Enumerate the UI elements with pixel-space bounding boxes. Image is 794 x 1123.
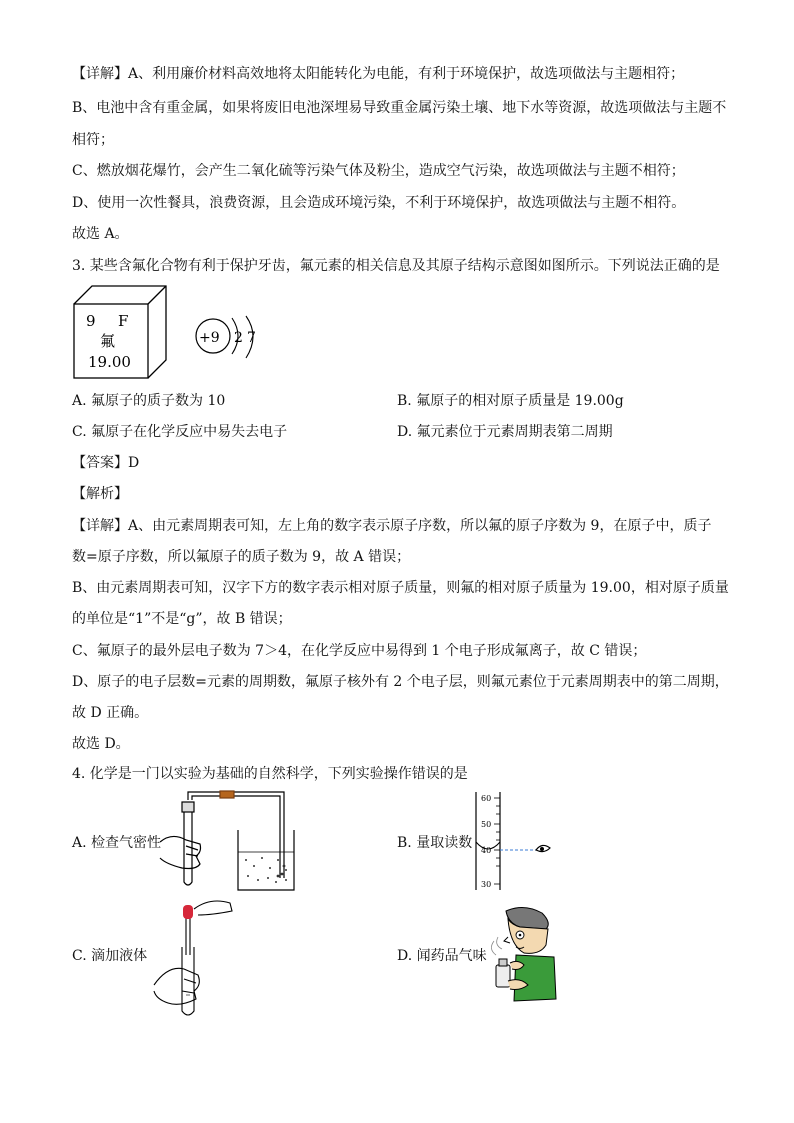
cylinder-tick-50: 50 [481,820,492,829]
q2-conclusion: 故选 A。 [72,226,129,242]
smelling-chemical-illustration [480,905,564,1005]
element-atomic-number: 9 [86,312,96,330]
q2-explanation-line-2: B、电池中含有重金属，如果将废旧电池深埋易导致重金属污染土壤、地下水等资源，故选项做法与主题不 [72,100,727,116]
q2-explanation-line-4: C、燃放烟花爆竹，会产生二氧化硫等污染气体及粉尘，造成空气污染，故选项做法与主题不相符； [72,163,685,179]
q3-answer: 【答案】D [72,455,140,471]
cylinder-tick-30: 30 [481,880,492,889]
q4-option-c[interactable]: C. 滴加液体 [72,948,148,964]
q3-stem: 3. 某些含氟化合物有利于保护牙齿，氟元素的相关信息及其原子结构示意图如图所示。下列说法正确的是 [72,258,720,274]
airtightness-check-illustration [158,790,304,894]
q3-option-c[interactable]: C. 氟原子在化学反应中易失去电子 [72,424,288,440]
q2-explanation-line-1: 【详解】A、利用廉价材料高效地将太阳能转化为电能，有利于环境保护，故选项做法与主题相符； [72,66,685,82]
fluorine-atom-diagram [194,314,268,364]
cylinder-tick-40: 40 [481,846,492,855]
cylinder-tick-60: 60 [481,794,492,803]
q3-explanation-line-2: 数=原子序数，所以氟原子的质子数为 9，故 A 错误； [72,549,411,565]
liquid-dropping-illustration [150,895,240,1019]
nucleus-charge: +9 [199,330,220,346]
q3-explanation-line-5: C、氟原子的最外层电子数为 7＞4，在化学反应中易得到 1 个电子形成氟离子，故 C 错误； [72,643,647,659]
q4-option-b[interactable]: B. 量取读数 [397,835,473,851]
element-tile-figure [72,284,168,380]
q3-explanation-line-7: 故 D 正确。 [72,705,149,721]
graduated-cylinder-illustration [470,790,554,894]
q3-explanation-line-1: 【详解】A、由元素周期表可知，左上角的数字表示原子序数，所以氟的原子序数为 9，在原子中，质子 [72,518,712,534]
q3-explanation-line-4: 的单位是“1”不是“g”，故 B 错误； [72,611,292,627]
q3-option-d[interactable]: D. 氟元素位于元素周期表第二周期 [397,424,613,440]
q2-explanation-line-3: 相符； [72,132,114,148]
shell-1-electrons: 2 [234,330,243,346]
q3-option-a[interactable]: A. 氟原子的质子数为 10 [72,393,226,409]
q3-explanation-line-6: D、原子的电子层数=元素的周期数，氟原子核外有 2 个电子层，则氟元素位于元素周期表中的第二周期， [72,674,729,690]
element-name: 氟 [100,332,116,350]
shell-2-electrons: 7 [247,330,256,346]
element-atomic-mass: 19.00 [88,353,131,371]
q3-analysis-label: 【解析】 [72,486,128,502]
q4-option-d[interactable]: D. 闻药品气味 [397,948,487,964]
element-symbol: F [118,312,129,330]
q3-explanation-line-3: B、由元素周期表可知，汉字下方的数字表示相对原子质量，则氟的相对原子质量为 19.00，相对原子质量 [72,580,729,596]
q3-conclusion: 故选 D。 [72,736,130,752]
q4-stem: 4. 化学是一门以实验为基础的自然科学，下列实验操作错误的是 [72,766,468,782]
q2-explanation-line-5: D、使用一次性餐具，浪费资源，且会造成环境污染，不利于环境保护，故选项做法与主题不相符。 [72,195,686,211]
q4-option-a[interactable]: A. 检查气密性 [72,835,162,851]
q3-option-b[interactable]: B. 氟原子的相对原子质量是 19.00g [397,393,624,409]
